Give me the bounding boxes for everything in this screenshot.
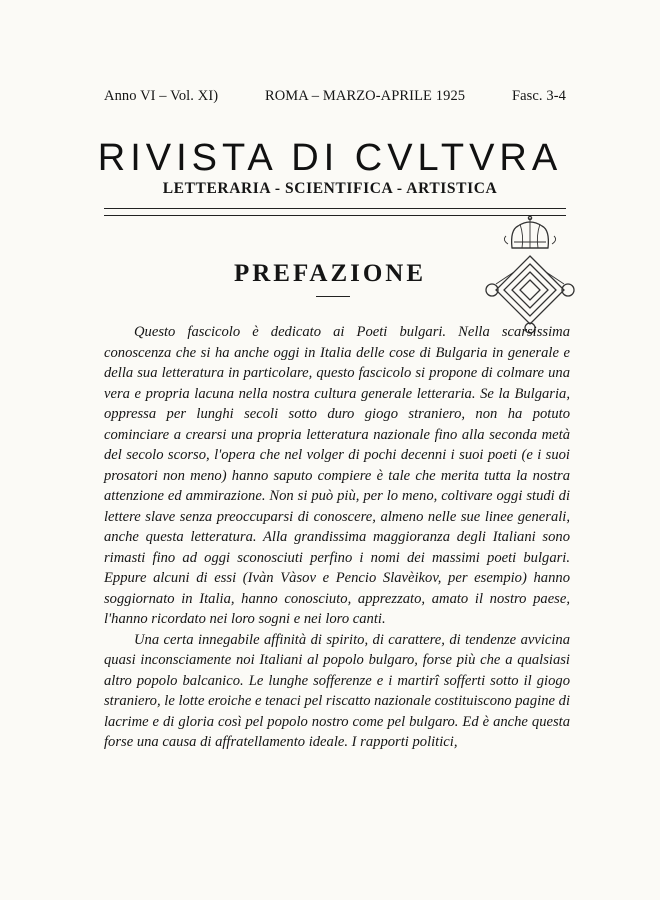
running-header (104, 88, 566, 105)
paragraph: Una certa innegabile affinità di spirito, di carattere, di tendenze avvicina quasi inconsciamente noi Italiani al popolo bulgaro, forse più che a qualsiasi altro popolo balcanico. Le lunghe sofferenze e i martirî sofferti sotto il giogo straniero, le lotte eroiche e tenaci pel riscatto nazionale costituiscono pagine di lacrime e di gloria così pel popolo nostro come pel bulgaro. Ed è anche questa forse una causa di affratellamento ideale. I rapporti politici, (104, 631, 570, 750)
preface-body (104, 322, 570, 753)
magazine-title: RIVISTA DI CVLTVRA (97, 137, 563, 179)
place-date: ROMA – MARZO-APRILE 1925 (264, 88, 466, 104)
magazine-subtitle: LETTERARIA - SCIENTIFICA - ARTISTICA (162, 180, 498, 197)
section-title: PREFAZIONE (233, 260, 427, 287)
issue-number: Fasc. 3-4 (511, 88, 566, 104)
volume-info: Anno VI – Vol. XI) (104, 88, 219, 104)
paragraph: Questo fascicolo è dedicato ai Poeti bulgari. Nella scarsissima conoscenza che si ha anche oggi in Italia delle cose di Bulgaria in generale e della sua letteratura in particolare, questo fascicolo si propone di colmare una vera e propria lacuna nella nostra cultura generale letteraria. Se la Bulgaria, oppressa per lunghi secoli sotto duro giogo straniero, non ha potuto cominciare a crearsi una propria letteratura nazionale fino alla seconda metà del secolo scorso, l'opera che nel volger di pochi decenni i suoi poeti (e i suoi prosatori non meno) hanno saputo compiere è tale che merita tutta la nostra attenzione ed ammirazione. Non si può più, per lo meno, coltivare oggi studi di lettere slave senza preoccuparsi di conoscere, almeno nelle sue linee generali, anche questa letteratura. Alla grandissima maggioranza degli Italiani sono rimasti fino ad oggi sconosciuti perfino i nomi dei massimi poeti bulgari. Eppure alcuni di essi (Ivàn Vàsov e Pencio Slavèikov, per esempio) hanno soggiornato in Italia, hanno conosciuto, apprezzato, amato il nostro paese, l'hanno ricordato nei loro sogni e nei loro canti. (104, 324, 570, 627)
title-underline (316, 296, 350, 297)
